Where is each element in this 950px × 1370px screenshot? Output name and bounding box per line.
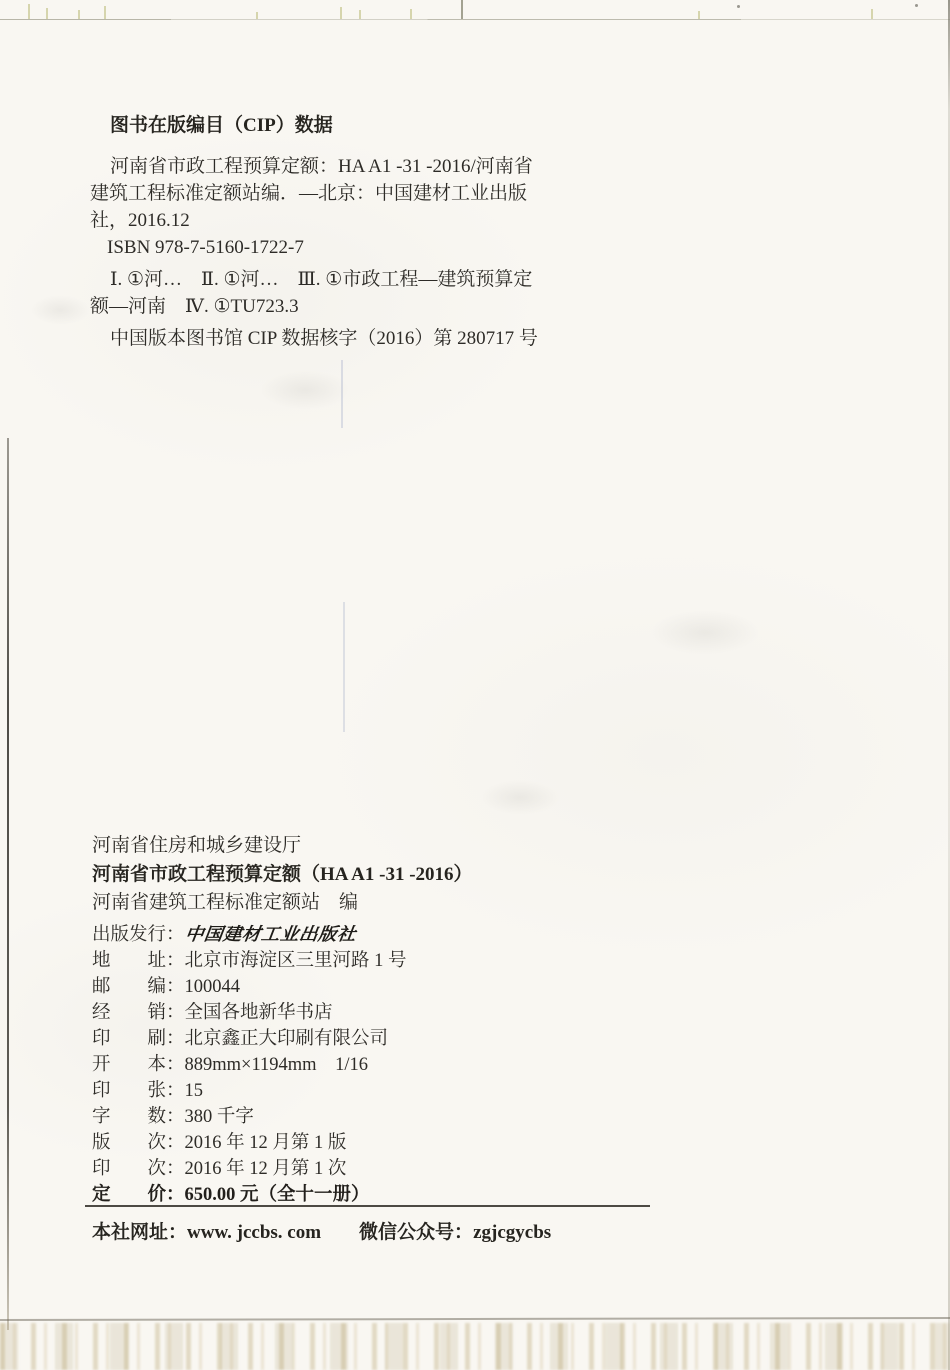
cip-description-line: 建筑工程标准定额站编．—北京：中国建材工业出版 xyxy=(90,183,528,204)
colophon-label: 字 数： xyxy=(92,1107,185,1127)
cip-description-line: 河南省市政工程预算定额：HA A1 -31 -2016/河南省 xyxy=(110,156,533,177)
cip-description-line: 社，2016.12 xyxy=(90,210,190,231)
scan-smudge xyxy=(30,295,90,325)
colophon-value: 15 xyxy=(184,1081,204,1101)
colophon-row-wordcount xyxy=(92,1104,692,1130)
colophon-row-edition xyxy=(92,1130,692,1156)
scan-speck xyxy=(737,5,740,8)
publisher-script-logotype: 中国建材工业出版社 xyxy=(183,924,357,945)
scan-tick xyxy=(359,10,361,19)
scan-tick xyxy=(698,11,700,19)
cip-registry-line: 中国版本图书馆 CIP 数据核字（2016）第 280717 号 xyxy=(110,328,538,349)
cip-classification-line: Ⅰ. ①河… Ⅱ. ①河… Ⅲ. ①市政工程—建筑预算定 xyxy=(110,269,533,290)
colophon-row-printer xyxy=(92,1026,692,1052)
colophon-row-postcode xyxy=(92,974,692,1000)
colophon-value: 全国各地新华书店 xyxy=(184,1003,333,1023)
scan-fold-line xyxy=(343,602,345,732)
scan-tick xyxy=(28,4,30,19)
scan-tick xyxy=(461,0,463,19)
colophon-label: 印 刷： xyxy=(92,1029,185,1049)
colophon-row-publisher xyxy=(92,922,692,948)
colophon-label: 邮 编： xyxy=(92,977,185,997)
divider-rule xyxy=(85,1205,650,1207)
colophon-row-address xyxy=(92,948,692,974)
cip-block xyxy=(90,112,650,352)
scan-tick xyxy=(340,7,342,19)
scan-top-hairline xyxy=(0,19,950,20)
colophon-label: 经 销： xyxy=(92,1003,185,1023)
scan-smudge xyxy=(480,780,560,815)
scan-bottom-hairline xyxy=(0,1317,950,1320)
colophon-row-format xyxy=(92,1052,692,1078)
isbn-line: ISBN 978-7-5160-1722-7 xyxy=(107,237,304,258)
book-title-line: 河南省市政工程预算定额（HA A1 -31 -2016） xyxy=(92,863,473,885)
scan-tick xyxy=(104,6,106,19)
colophon-label: 印 张： xyxy=(92,1081,185,1101)
cip-classification-line: 额—河南 Ⅳ. ①TU723.3 xyxy=(90,296,299,317)
website-url: www. jccbs. com xyxy=(187,1222,322,1243)
footer-contact-line xyxy=(92,1217,792,1244)
scan-bleedthrough-band xyxy=(0,1323,950,1370)
colophon-row-impression xyxy=(92,1156,692,1182)
colophon-label: 开 本： xyxy=(92,1055,185,1075)
colophon-row-distribution xyxy=(92,1000,692,1026)
colophon-block xyxy=(92,922,692,1208)
cip-heading: 图书在版编目（CIP）数据 xyxy=(110,115,333,136)
colophon-value: 2016 年 12 月第 1 版 xyxy=(184,1133,347,1153)
scan-smudge xyxy=(260,370,350,410)
website-label: 本社网址： xyxy=(92,1222,188,1243)
editor-line: 河南省建筑工程标准定额站 编 xyxy=(92,892,359,913)
scan-left-edge-line xyxy=(7,438,9,1330)
colophon-label: 版 次： xyxy=(92,1133,185,1153)
scan-speck xyxy=(915,4,918,7)
credits-block xyxy=(92,832,652,918)
wechat-label: 微信公众号： xyxy=(359,1222,474,1243)
colophon-label: 印 次： xyxy=(92,1159,185,1179)
issuer-line: 河南省住房和城乡建设厅 xyxy=(92,835,302,856)
colophon-value: 北京市海淀区三里河路 1 号 xyxy=(184,951,407,971)
scan-tick xyxy=(256,12,258,19)
colophon-label: 出版发行： xyxy=(92,925,185,945)
colophon-value: 北京鑫正大印刷有限公司 xyxy=(184,1029,389,1049)
colophon-value: 380 千字 xyxy=(184,1107,254,1127)
colophon-value: 100044 xyxy=(184,977,241,997)
scan-tick xyxy=(46,8,48,19)
wechat-id: zgjcgycbs xyxy=(473,1222,552,1243)
colophon-label: 定 价： xyxy=(92,1185,185,1205)
scan-tick xyxy=(78,10,80,19)
scan-tick xyxy=(871,9,873,19)
colophon-value: 2016 年 12 月第 1 次 xyxy=(184,1159,347,1179)
colophon-value: 889mm×1194mm 1/16 xyxy=(184,1055,368,1075)
colophon-label: 地 址： xyxy=(92,951,185,971)
colophon-value: 650.00 元（全十一册） xyxy=(184,1185,370,1205)
colophon-row-sheets xyxy=(92,1078,692,1104)
scan-tick xyxy=(410,9,412,19)
scan-smudge xyxy=(650,610,760,655)
